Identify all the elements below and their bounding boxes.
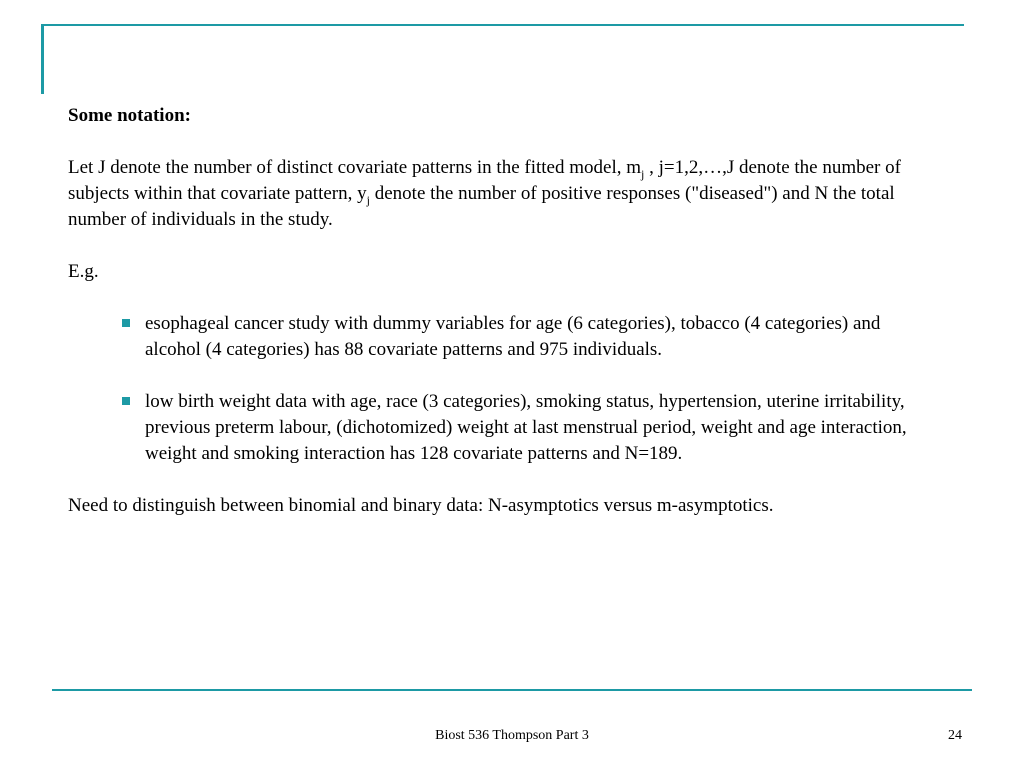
top-rule [42,24,964,26]
definition-text-2: , j=1,2,…,J denote the number of subjects within that covariate pattern, y [68,157,901,204]
conclusion-paragraph: Need to distinguish between binomial and binary data: N-asymptotics versus m-asymptotics. [68,495,774,516]
slide-heading: Some notation: [68,105,191,126]
square-bullet-icon [122,319,130,327]
bottom-rule [52,689,972,691]
page-number: 24 [948,728,962,743]
spacer [68,129,928,155]
definition-text-3: denote the number of positive responses ("diseased") and N the total number of individuals in the study. [68,183,895,230]
definition-text-1: Let J denote the number of distinct covariate patterns in the fitted model, m [68,157,641,178]
example-label: E.g. [68,261,99,282]
list-item [145,389,928,467]
definition-paragraph [68,155,928,233]
subscript-j-2: j [366,192,370,207]
subscript-j-1: j [641,166,645,181]
spacer [68,233,928,259]
square-bullet-icon [122,397,130,405]
list-item-text: esophageal cancer study with dummy variables for age (6 categories), tobacco (4 categories) and alcohol (4 categories) has 88 covariate patterns and 975 individuals. [145,313,881,360]
example-list [68,311,928,467]
left-rule [41,24,44,94]
list-item-text: low birth weight data with age, race (3 categories), smoking status, hypertension, uterine irritability, previous preterm labour, (dichotomized) weight at last menstrual period, weight and age interaction, weight and smoking interaction has 128 covariate patterns and N=189. [145,391,907,464]
slide-body [68,103,928,519]
list-item [145,311,928,363]
spacer [68,285,928,311]
footer-title: Biost 536 Thompson Part 3 [435,728,589,743]
spacer [68,467,928,493]
